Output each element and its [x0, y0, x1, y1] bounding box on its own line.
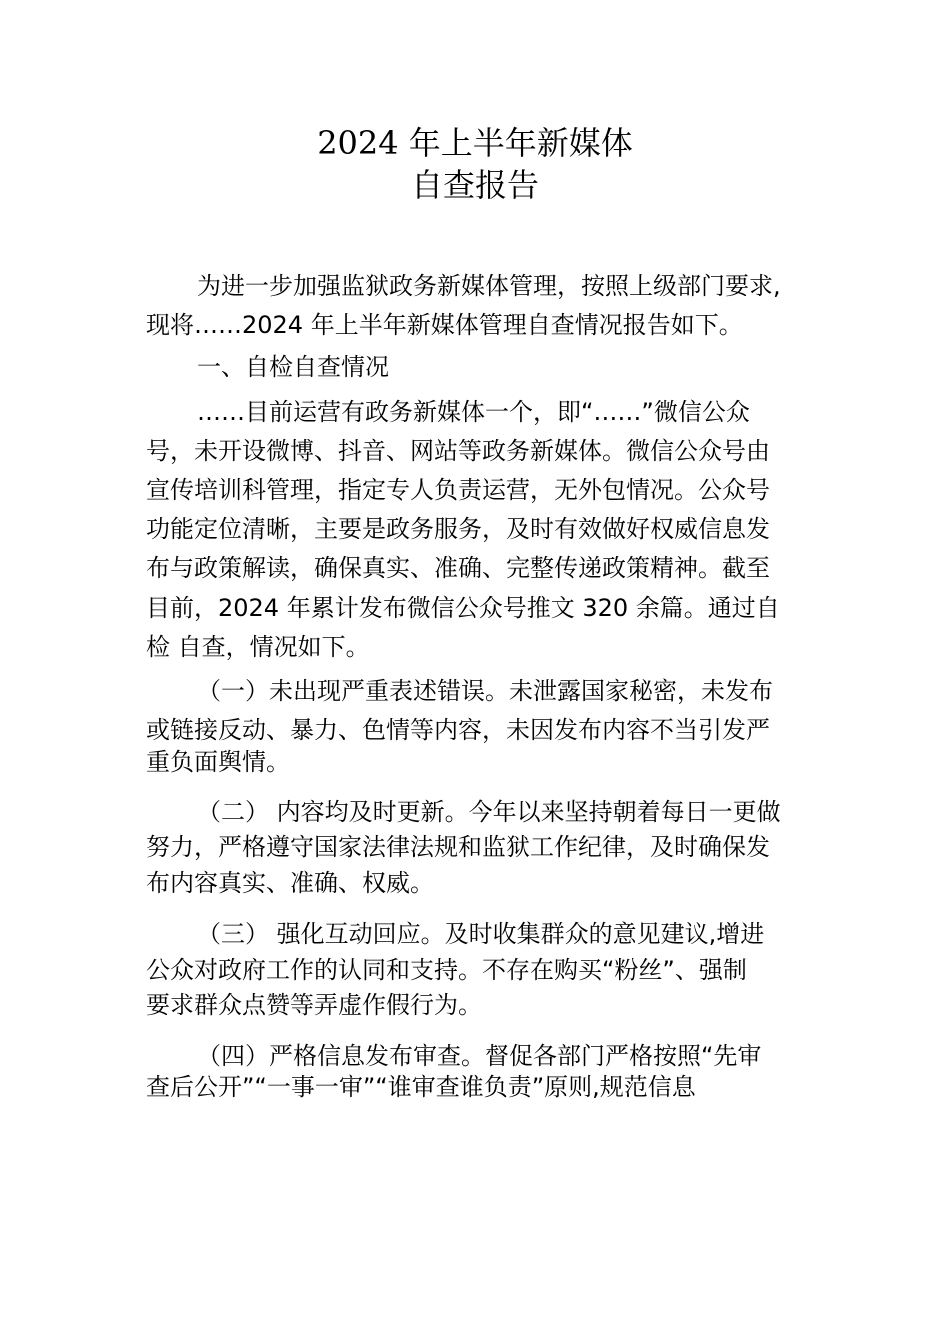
intro-line: 为进一步加强监狱政务新媒体管理，按照上级部门要求, — [197, 272, 781, 300]
paragraph-line: 目前，2024 年累计发布微信公众号推文 320 余篇。通过自 — [146, 594, 780, 622]
paragraph-line: 检 自查，情况如下。 — [146, 633, 370, 661]
item-line: 或链接反动、暴力、色情等内容，未因发布内容不当引发严 — [146, 716, 770, 744]
item-line: （一）未出现严重表述错误。未泄露国家秘密，未发布 — [197, 677, 773, 705]
document-title-line-1: 2024 年上半年新媒体 — [317, 124, 633, 162]
intro-line: 现将……2024 年上半年新媒体管理自查情况报告如下。 — [146, 311, 743, 339]
item-line: 公众对政府工作的认同和支持。不存在购买“粉丝”、强制 — [146, 956, 747, 984]
paragraph-line: ……目前运营有政务新媒体一个，即“……”微信公众 — [197, 398, 750, 426]
paragraph-line: 布与政策解读，确保真实、准确、完整传递政策精神。截至 — [146, 554, 770, 582]
paragraph-line: 号，未开设微博、抖音、网站等政务新媒体。微信公众号由 — [146, 437, 770, 465]
item-line: （二） 内容均及时更新。今年以来坚持朝着每日一更做 — [197, 798, 781, 826]
item-line: 努力，严格遵守国家法律法规和监狱工作纪律，及时确保发 — [146, 833, 770, 861]
item-line: 查后公开”“一事一审”“谁审查谁负责”原则,规范信息 — [146, 1073, 696, 1101]
item-line: 要求群众点赞等弄虚作假行为。 — [146, 991, 482, 1019]
document-title-line-2: 自查报告 — [410, 166, 539, 204]
paragraph-line: 功能定位清晰，主要是政务服务，及时有效做好权威信息发 — [146, 515, 770, 543]
item-line: （三） 强化互动回应。及时收集群众的意见建议,增进 — [197, 920, 765, 948]
item-line: 重负面舆情。 — [146, 748, 290, 776]
item-line: （四）严格信息发布审查。督促各部门严格按照“先审 — [197, 1042, 762, 1070]
paragraph-line: 宣传培训科管理，指定专人负责运营，无外包情况。公众号 — [146, 476, 770, 504]
item-line: 布内容真实、准确、权威。 — [146, 869, 434, 897]
section-heading: 一、自检自查情况 — [197, 353, 389, 381]
